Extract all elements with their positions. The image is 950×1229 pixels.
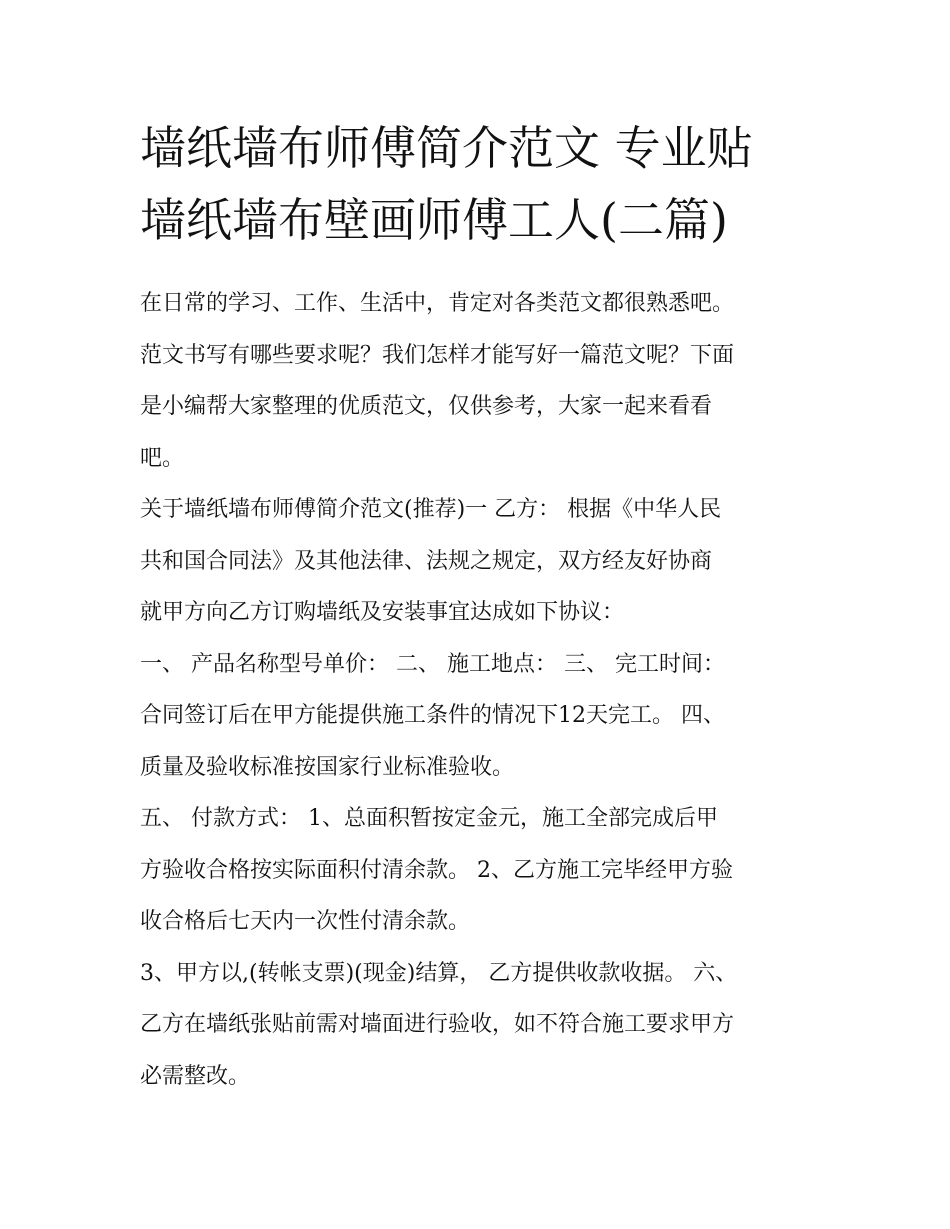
text-line: 一、 产品名称型号单价： 二、 施工地点： 三、 完工时间： [140,651,725,677]
text-line: 乙方在墙纸张贴前需对墙面进行验收，如不符合施工要求甲方 [140,1012,735,1037]
text-line: 质量及验收标准按国家行业标准验收。 [140,754,515,780]
text-line: 3、甲方以,(转帐支票)(现金)结算， 乙方提供收款收据。 六、 [140,960,738,986]
text-line: 五、 付款方式： 1、总面积暂按定金元，施工全部完成后甲 [140,806,718,831]
text-line: 必需整改。 [140,1063,251,1089]
paragraph-payment [140,793,830,948]
paragraph-agreement [140,484,830,639]
document-body [140,278,830,1102]
text-line: 就甲方向乙方订购墙纸及安装事宜达成如下协议： [140,600,625,625]
text-line: 吧。 [140,445,185,471]
text-line: 是小编帮大家整理的优质范文，仅供参考，大家一起来看看 [140,394,713,419]
paragraph-intro [140,278,830,484]
paragraph-terms [140,639,830,794]
text-line: 关于墙纸墙布师傅简介范文(推荐)一 乙方： 根据《中华人民 [140,497,722,522]
text-line: 方验收合格按实际面积付清余款。 2、乙方施工完毕经甲方验 [140,857,733,883]
text-line: 在日常的学习、工作、生活中，肯定对各类范文都很熟悉吧。 [140,291,735,316]
title-line: 墙纸墙布师傅简介范文 专业贴 [140,121,753,175]
text-line: 范文书写有哪些要求呢？我们怎样才能写好一篇范文呢？下面 [140,342,735,368]
text-line: 合同签订后在甲方能提供施工条件的情况下12天完工。 四、 [140,703,725,728]
paragraph-settlement [140,948,830,1103]
text-line: 收合格后七天内一次性付清余款。 [140,909,471,934]
title-line: 墙纸墙布壁画师傅工人(二篇) [140,193,728,247]
text-line: 共和国合同法》及其他法律、法规之规定，双方经友好协商 [140,548,713,574]
document-title [140,112,820,256]
